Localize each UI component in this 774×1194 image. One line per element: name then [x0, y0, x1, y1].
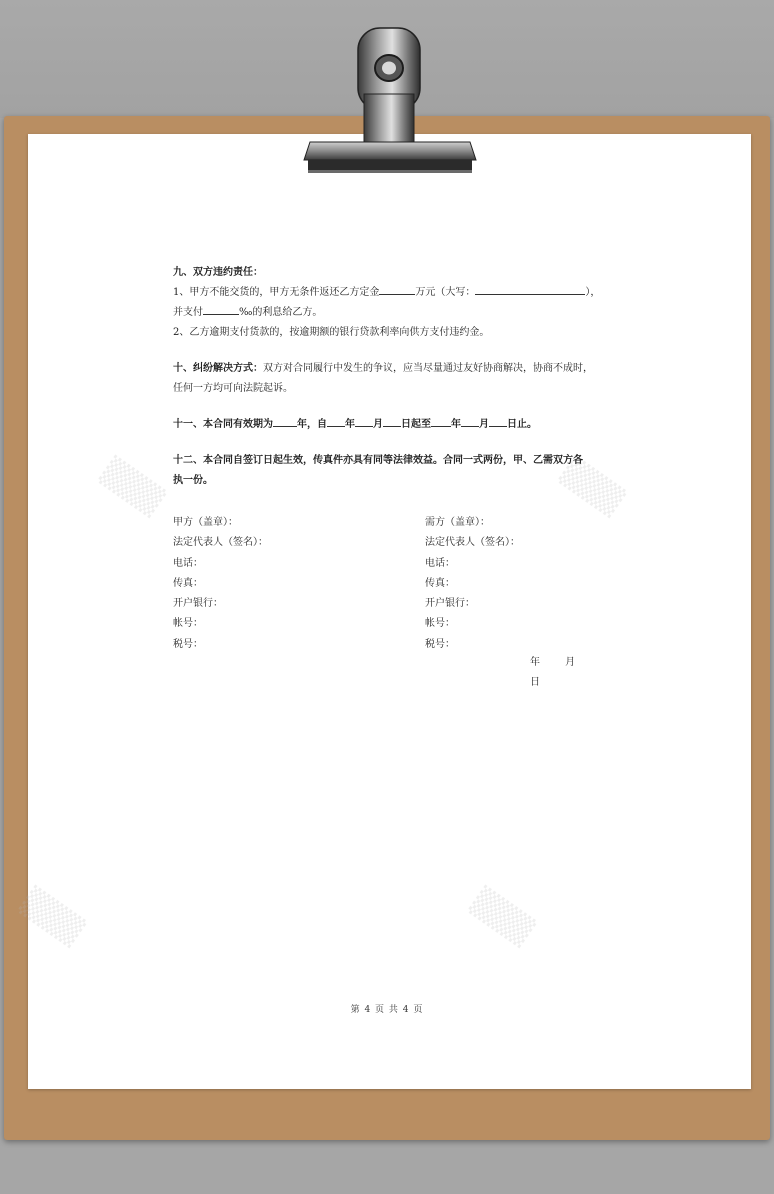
section-11: 十一、本合同有效期为 年，自 年 月 日起至 年 月 日止。 — [173, 415, 603, 435]
signature-party-b — [425, 513, 520, 655]
section-10-line-2: 任何一方均可向法院起诉。 — [173, 383, 293, 394]
watermark-icon: ▒▒▒ — [556, 454, 629, 519]
signature-date: 年 月 日 — [530, 657, 576, 688]
sig-b-bank: 开户银行： — [425, 598, 475, 610]
section-9-line-1: 1、甲方不能交货的，甲方无条件返还乙方定金 万元（大写： ）， — [173, 283, 603, 303]
sig-a-rep: 法定代表人（签名）： — [173, 537, 268, 549]
sig-b-tax: 税号： — [425, 638, 455, 650]
sig-a-phone: 电话： — [173, 557, 203, 569]
section-12-line-2: 执一份。 — [173, 475, 213, 486]
section-9-title: 九、双方违约责任： — [173, 267, 263, 278]
watermark-icon: ▒▒▒ — [16, 884, 89, 949]
page-number: 第 4 页 共 4 页 — [350, 1005, 424, 1015]
sig-a-account: 帐号： — [173, 618, 203, 630]
binder-clip-icon — [300, 24, 480, 176]
section-9-line-3: 2、乙方逾期支付货款的，按逾期额的银行贷款利率向供方支付违约金。 — [173, 327, 490, 338]
sig-b-rep: 法定代表人（签名）： — [425, 537, 520, 549]
contract-body — [173, 263, 603, 688]
sig-a-tax: 税号： — [173, 638, 203, 650]
section-12-line-1: 十二、本合同自签订日起生效，传真件亦具有同等法律效益。合同一式两份，甲、乙需双方各 — [173, 455, 583, 466]
sig-b-seal: 需方（盖章）： — [425, 517, 490, 528]
signature-block — [173, 513, 603, 688]
sig-b-phone: 电话： — [425, 557, 455, 569]
blank-deposit — [379, 284, 415, 295]
blank-amount-words — [475, 284, 585, 295]
signature-party-a — [173, 513, 268, 655]
sig-a-bank: 开户银行： — [173, 598, 223, 610]
section-10: 十、纠纷解决方式：双方对合同履行中发生的争议，应当尽量通过友好协商解决，协商不成时， — [173, 363, 593, 374]
watermark-icon: ▒▒▒ — [466, 884, 539, 949]
section-9-line-2: 并支付 ‰的利息给乙方。 — [173, 303, 603, 323]
sig-b-account: 帐号： — [425, 618, 455, 630]
sig-b-fax: 传真： — [425, 577, 455, 589]
sig-a-fax: 传真： — [173, 577, 203, 589]
blank-interest — [203, 304, 239, 315]
sig-a-seal: 甲方（盖章）： — [173, 517, 238, 528]
watermark-icon: ▒▒▒ — [96, 454, 169, 519]
